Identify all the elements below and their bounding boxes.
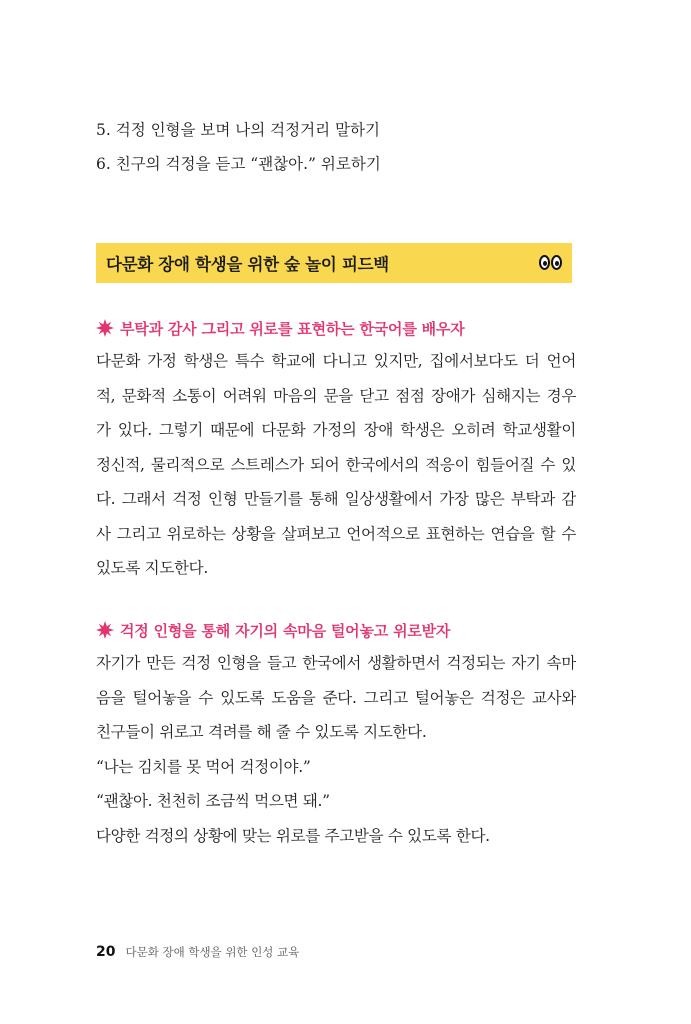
step-5: 5. 걱정 인형을 보며 나의 걱정거리 말하기	[96, 121, 380, 139]
section-heading-text: 부탁과 감사 그리고 위로를 표현하는 한국어를 배우자	[120, 319, 465, 338]
right-eye-icon	[551, 255, 562, 270]
page-footer	[96, 944, 299, 960]
body-line: 있도록 지도한다.	[96, 559, 208, 577]
dialogue-line: “나는 김치를 못 먹어 걱정이야.”	[96, 757, 311, 776]
body-line: 가 있다. 그렇기 때문에 다문화 가정의 장애 학생은 오히려 학교생활이	[96, 421, 576, 439]
banner-title: 다문화 장애 학생을 위한 숲 놀이 피드백	[106, 255, 389, 274]
body-line: 다. 그래서 걱정 인형 만들기를 통해 일상생활에서 가장 많은 부탁과 감	[96, 490, 576, 508]
body-line: 정신적, 물리적으로 스트레스가 되어 한국에서의 적응이 힘들어질 수 있	[96, 455, 576, 474]
section-body	[96, 344, 576, 586]
body-line: 다문화 가정 학생은 특수 학교에 다니고 있지만, 집에서보다도 더 언어	[96, 352, 576, 370]
left-eye-icon	[539, 255, 550, 270]
section-body	[96, 646, 576, 853]
section-feedback-2	[96, 616, 576, 853]
step-6: 6. 친구의 걱정을 듣고 “괜찮아.” 위로하기	[96, 155, 381, 173]
section-heading-text: 걱정 인형을 통해 자기의 속마음 털어놓고 위로받자	[120, 621, 451, 640]
section-heading	[96, 314, 576, 342]
dialogue-line: “괜찮아. 천천히 조금씩 먹으면 돼.”	[96, 792, 330, 810]
body-line: 다양한 걱정의 상황에 맞는 위로를 주고받을 수 있도록 한다.	[96, 826, 490, 845]
body-line: 음을 털어놓을 수 있도록 도움을 준다. 그리고 털어놓은 걱정은 교사와	[96, 688, 576, 707]
eyes-icon	[539, 255, 562, 270]
section-banner	[96, 243, 572, 283]
body-line: 자기가 만든 걱정 인형을 들고 한국에서 생활하면서 걱정되는 자기 속마	[96, 654, 576, 672]
activity-steps	[96, 113, 596, 181]
running-title: 다문화 장애 학생을 위한 인성 교육	[125, 945, 300, 959]
page-number: 20	[96, 944, 116, 960]
section-feedback-1	[96, 314, 576, 586]
starburst-icon	[96, 621, 114, 639]
body-line: 사 그리고 위로하는 상황을 살펴보고 언어적으로 표현하는 연습을 할 수	[96, 524, 576, 543]
section-heading	[96, 616, 576, 644]
body-line: 적, 문화적 소통이 어려워 마음의 문을 닫고 점점 장애가 심해지는 경우	[96, 386, 576, 405]
starburst-icon	[96, 319, 114, 337]
body-line: 친구들이 위로고 격려를 해 줄 수 있도록 지도한다.	[96, 723, 427, 741]
